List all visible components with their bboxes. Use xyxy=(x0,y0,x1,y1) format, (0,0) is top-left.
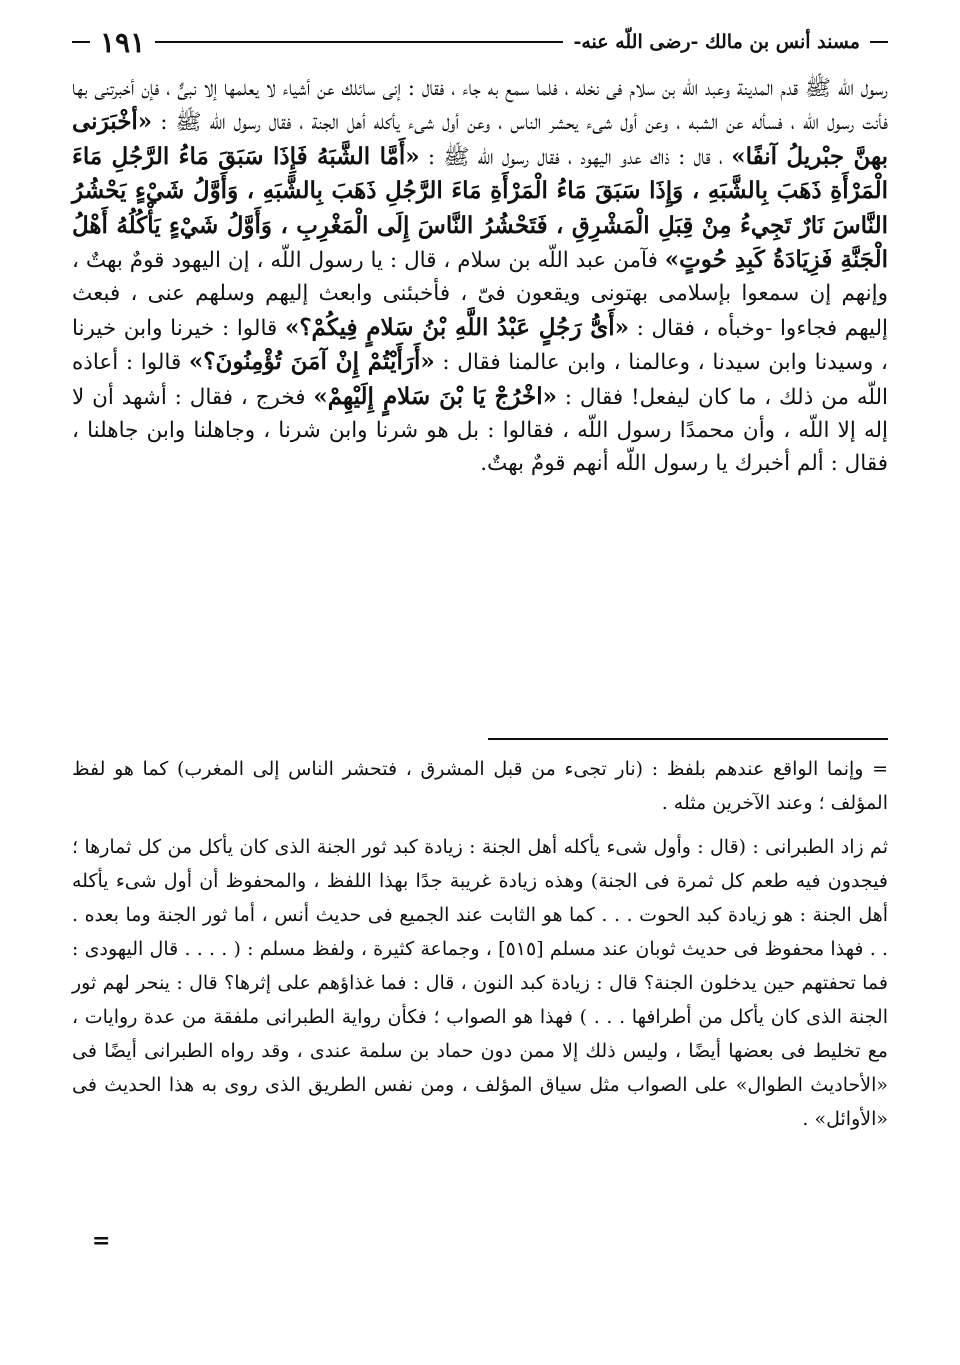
narration-segment: فآمن عبد اللّه بن سلام ، قال : يا رسول اللّه ، إن اليهود قومٌ بهتٌ ، وإنهم إن سمعوا بإسلامى بهتونى ويقعون فىّ ، فأخبئنى وابعث إليهم وسلهم عنى ، فبعث إليهم فجاءوا -وخبأه ، فقال : xyxy=(72,248,888,341)
prophetic-saying: «أَرَأَيْتُمْ إِنْ آمَنَ تُؤْمِنُونَ؟» xyxy=(188,348,435,376)
narration-segment: رسول اللّه ﷺ قدم المدينة وعبد اللّه بن سلام فى نخله ، فلما سمع به جاء ، فقال : إنى سائلك عن أشياء لا يعلمها إلا نبىٌّ ، فإن أخبرتنى بها فأنت رسول اللّه ، فسأله عن الشبه ، وعن أول شىء يحشر الناس ، وعن أول شىء يأكله أهل الجنة ، فقال رسول اللّه ﷺ : xyxy=(72,76,888,136)
page-number: ١٩١ xyxy=(100,25,146,59)
prophetic-saying: «أَمَّا الشَّبَهُ فَإِذَا سَبَقَ مَاءُ الرَّجُلِ مَاءَ الْمَرْأَةِ ذَهَبَ بِالشَّبَهِ ، وَإِذَا سَبَقَ مَاءُ الْمَرْأَةِ مَاءَ الرَّجُلِ ذَهَبَ بِالشَّبَهِ ، وَأَوَّلُ شَيْءٍ يَحْشُرُ النَّاسَ نَارٌ تَجِيءُ مِنْ قِبَلِ الْمَشْرِقِ ، فَتَحْشُرُ النَّاسَ إِلَى الْمَغْرِبِ ، وَأَوَّلُ شَيْءٍ يَأْكُلُهُ أَهْلُ الْجَنَّةِ فَزِيَادَةُ كَبِدِ حُوتٍ» xyxy=(72,142,889,274)
prophetic-saying: «أَىُّ رَجُلٍ عَبْدُ اللَّهِ بْنُ سَلامٍ فِيكُمْ؟» xyxy=(284,313,630,341)
narration-segment: ، قال : ذاك عدو اليهود ، فقال رسول اللّه ﷺ : xyxy=(419,144,732,170)
footnote-separator xyxy=(488,738,888,740)
main-text xyxy=(72,72,888,481)
prophetic-saying: «أخْبَرَنى بهنَّ جبْريلُ آنفًا» xyxy=(72,108,888,170)
main-paragraph xyxy=(72,72,888,481)
narration-segment: قالوا : أعاذه اللّه من ذلك ، ما كان ليفعل! فقال : xyxy=(72,350,888,410)
footnotes xyxy=(72,752,888,1136)
continuation-mark: = xyxy=(92,1228,111,1254)
footnote-paragraph: ثم زاد الطبرانى : (قال : وأول شىء يأكله أهل الجنة : زيادة كبد ثور الجنة الذى كان يأكل من كل ثمارها ؛ فيجدون فيه طعم كل ثمرة فى الجنة) وهذه زيادة غريبة جدًا بهذا اللفظ ، والمحفوظ أن أول شىء يأكله أهل الجنة : هو زيادة كبد الحوت . . . كما هو الثابت عند الجميع فى حديث أنس ، أما ثور الجنة وما بعده . . . فهذا محفوظ فى حديث ثوبان عند مسلم [٥١٥] ، وجماعة كثيرة ، ولفظ مسلم : ( . . . . قال اليهودى : فما تحفتهم حين يدخلون الجنة؟ قال : زيادة كبد النون ، قال : فما غذاؤهم على إثرها؟ قال : ينحر لهم ثور الجنة الذى كان يأكل من أطرافها . . . ) فهذا هو الصواب ؛ فكأن رواية الطبرانى ملفقة من عدة روايات ، مع تخليط فى بعضها أيضًا ، وليس ذلك إلا ممن دون حماد بن سلمة عندى ، وقد رواه الطبرانى أيضًا فى «الأحاديث الطوال» على الصواب مثل سياق المؤلف ، ومن نفس الطريق الذى روى به هذا الحديث فى «الأوائل» . xyxy=(72,836,888,1130)
header-dash-left xyxy=(72,41,90,43)
header-dash-right xyxy=(870,41,888,43)
footnote-continued: = وإنما الواقع عندهم بلفظ : (نار تجىء من قبل المشرق ، فتحشر الناس إلى المغرب) كما هو لفظ المؤلف ؛ وعند الآخرين مثله . xyxy=(72,758,888,814)
header-title: مسند أنس بن مالك -رضى اللّه عنه- xyxy=(573,31,860,53)
running-header xyxy=(72,22,888,62)
narration-segment: فخرج ، فقال : أشهد أن لا إله إلا اللّه ، وأن محمدًا رسول اللّه ، فقالوا : بل هو شرنا وابن شرنا ، وجاهلنا وابن جاهلنا ، فقال : ألم أخبرك يا رسول اللّه أنهم قومٌ بهتٌ. xyxy=(72,384,888,477)
prophetic-saying: «اخْرُجْ يَا بْنَ سَلامٍ إِلَيْهِمْ» xyxy=(313,382,557,410)
narration-segment: قالوا : خيرنا وابن خيرنا ، وسيدنا وابن سيدنا ، وعالمنا ، وابن عالمنا فقال : xyxy=(72,315,888,376)
header-rule xyxy=(155,41,563,43)
